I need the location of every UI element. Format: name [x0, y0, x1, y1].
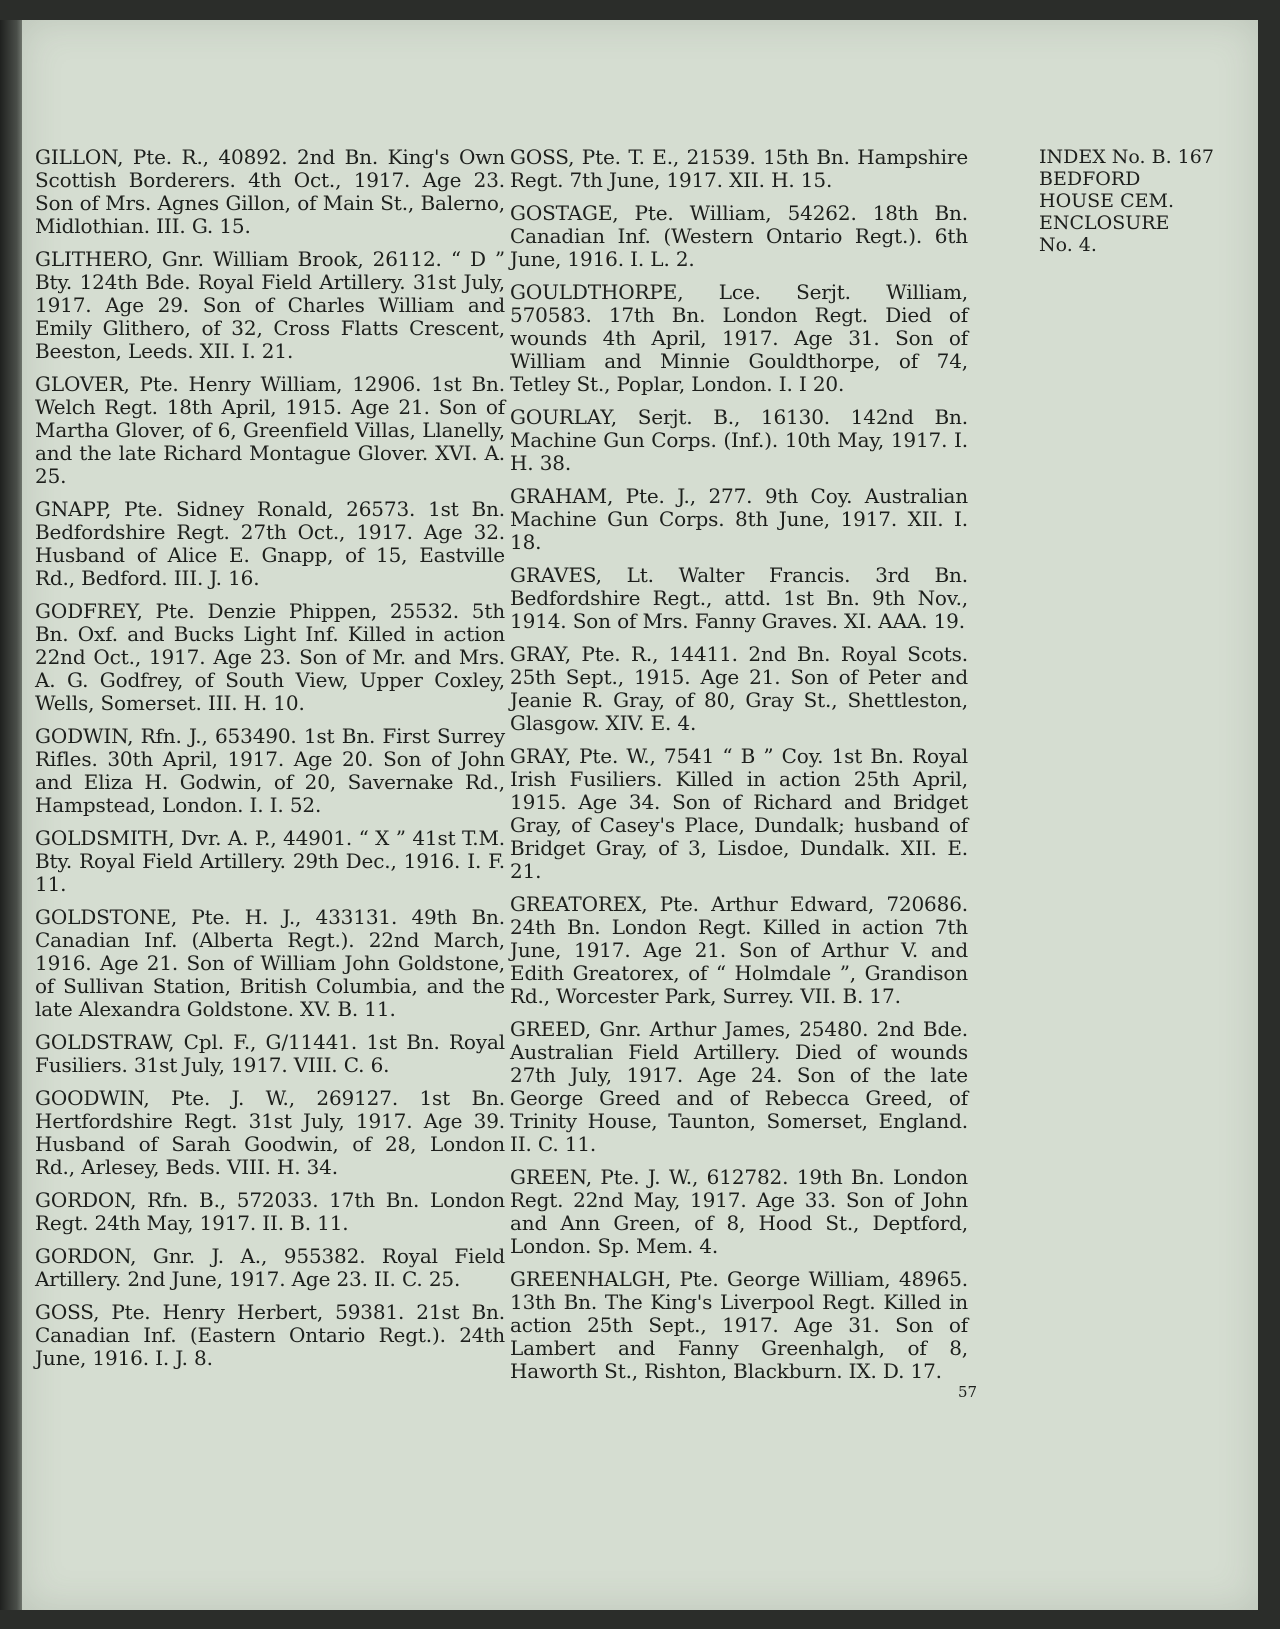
entry-gouldthorpe: GOULDTHORPE, Lce. Serjt. William, 570583. 17th Bn. London Regt. Died of wounds 4th April, 1917. Age 31. Son of William and Minnie Gouldthorpe, of 74, Tetley St., Poplar, London. I. I 20. [510, 280, 968, 396]
entry-gostage: GOSTAGE, Pte. William, 54262. 18th Bn. Canadian Inf. (Western Ontario Regt.). 6th June, 1916. I. L. 2. [510, 201, 968, 271]
entry-greed: GREED, Gnr. Arthur James, 25480. 2nd Bde. Australian Field Artillery. Died of wounds 27th July, 1917. Age 24. Son of the late George Greed and of Rebecca Greed, of Trinity House, Taunton, Somerset, England. II. C. 11. [510, 1017, 968, 1156]
enclosure-number: No. 4. [1039, 234, 1097, 256]
entry-gray-w: GRAY, Pte. W., 7541 “ B ” Coy. 1st Bn. Royal Irish Fusiliers. Killed in action 25th April, 1915. Age 34. Son of Richard and Bridget Gray, of Casey's Place, Dundalk; husband of Bridget Gray, of 3, Lisdoe, Dundalk. XII. E. 21. [510, 744, 968, 883]
entry-goodwin: GOODWIN, Pte. J. W., 269127. 1st Bn. Hertfordshire Regt. 31st July, 1917. Age 39. Husband of Sarah Goodwin, of 28, London Rd., Arlesey, Beds. VIII. H. 34. [35, 1086, 505, 1179]
entry-gnapp: GNAPP, Pte. Sidney Ronald, 26573. 1st Bn. Bedfordshire Regt. 27th Oct., 1917. Age 32. Husband of Alice E. Gnapp, of 15, Eastville Rd., Bedford. III. J. 16. [35, 497, 505, 590]
page-number: 57 [958, 1383, 978, 1401]
index-number: INDEX No. B. 167 [1039, 146, 1214, 168]
entry-gray-r: GRAY, Pte. R., 14411. 2nd Bn. Royal Scots. 25th Sept., 1915. Age 21. Son of Peter and Jeanie R. Gray, of 80, Gray St., Shettleston, Glasgow. XIV. E. 4. [510, 642, 968, 735]
entry-greenhalgh: GREENHALGH, Pte. George William, 48965. 13th Bn. The King's Liverpool Regt. Killed in action 25th Sept., 1917. Age 31. Son of Lambert and Fanny Greenhalgh, of 8, Haworth St., Rishton, Blackburn. IX. D. 17. [510, 1267, 968, 1383]
cemetery-name-line-2: HOUSE CEM. [1039, 190, 1174, 212]
entry-gillon: GILLON, Pte. R., 40892. 2nd Bn. King's Own Scottish Borderers. 4th Oct., 1917. Age 23. Son of Mrs. Agnes Gillon, of Main St., Balerno, Midlothian. III. G. 15. [35, 145, 505, 238]
enclosure-label: ENCLOSURE [1039, 212, 1170, 234]
entry-goss-hh: GOSS, Pte. Henry Herbert, 59381. 21st Bn. Canadian Inf. (Eastern Ontario Regt.). 24th June, 1916. I. J. 8. [35, 1300, 505, 1370]
left-column [35, 146, 505, 1380]
entry-goldstone: GOLDSTONE, Pte. H. J., 433131. 49th Bn. Canadian Inf. (Alberta Regt.). 22nd March, 1916. Age 21. Son of William John Goldstone, of Sullivan Station, British Columbia, and the late Alexandra Goldstone. XV. B. 11. [35, 905, 505, 1021]
entry-gordon-ja: GORDON, Gnr. J. A., 955382. Royal Field Artillery. 2nd June, 1917. Age 23. II. C. 25. [35, 1244, 505, 1291]
entry-green: GREEN, Pte. J. W., 612782. 19th Bn. London Regt. 22nd May, 1917. Age 33. Son of John and Ann Green, of 8, Hood St., Deptford, London. Sp. Mem. 4. [510, 1165, 968, 1258]
entry-goss-te: GOSS, Pte. T. E., 21539. 15th Bn. Hampshire Regt. 7th June, 1917. XII. H. 15. [510, 145, 968, 192]
entry-gourlay: GOURLAY, Serjt. B., 16130. 142nd Bn. Machine Gun Corps. (Inf.). 10th May, 1917. I. H. 38. [510, 405, 968, 475]
entry-glover: GLOVER, Pte. Henry William, 12906. 1st Bn. Welch Regt. 18th April, 1915. Age 21. Son of Martha Glover, of 6, Greenfield Villas, Llanelly, and the late Richard Montague Glover. XVI. A. 25. [35, 372, 505, 488]
entry-glithero: GLITHERO, Gnr. William Brook, 26112. “ D ” Bty. 124th Bde. Royal Field Artillery. 31st July, 1917. Age 29. Son of Charles William and Emily Glithero, of 32, Cross Flatts Crescent, Beeston, Leeds. XII. I. 21. [35, 247, 505, 363]
entry-godwin: GODWIN, Rfn. J., 653490. 1st Bn. First Surrey Rifles. 30th April, 1917. Age 20. Son of John and Eliza H. Godwin, of 20, Savernake Rd., Hampstead, London. I. I. 52. [35, 724, 505, 817]
entry-graves: GRAVES, Lt. Walter Francis. 3rd Bn. Bedfordshire Regt., attd. 1st Bn. 9th Nov., 1914. Son of Mrs. Fanny Graves. XI. AAA. 19. [510, 563, 968, 633]
cemetery-name-line-1: BEDFORD [1039, 168, 1141, 190]
entry-gordon-b: GORDON, Rfn. B., 572033. 17th Bn. London Regt. 24th May, 1917. II. B. 11. [35, 1188, 505, 1235]
entry-godfrey: GODFREY, Pte. Denzie Phippen, 25532. 5th Bn. Oxf. and Bucks Light Inf. Killed in action 22nd Oct., 1917. Age 23. Son of Mr. and Mrs. A. G. Godfrey, of South View, Upper Coxley, Wells, Somerset. III. H. 10. [35, 599, 505, 715]
entry-greatorex: GREATOREX, Pte. Arthur Edward, 720686. 24th Bn. London Regt. Killed in action 7th June, 1917. Age 21. Son of Arthur V. and Edith Greatorex, of “ Holmdale ”, Grandison Rd., Worcester Park, Surrey. VII. B. 17. [510, 892, 968, 1008]
entry-goldstraw: GOLDSTRAW, Cpl. F., G/11441. 1st Bn. Royal Fusiliers. 31st July, 1917. VIII. C. 6. [35, 1030, 505, 1077]
index-heading [1039, 146, 1239, 256]
entry-graham: GRAHAM, Pte. J., 277. 9th Coy. Australian Machine Gun Corps. 8th June, 1917. XII. I. 18. [510, 484, 968, 554]
entry-goldsmith: GOLDSMITH, Dvr. A. P., 44901. “ X ” 41st T.M. Bty. Royal Field Artillery. 29th Dec., 1916. I. F. 11. [35, 826, 505, 896]
middle-column [510, 146, 968, 1393]
